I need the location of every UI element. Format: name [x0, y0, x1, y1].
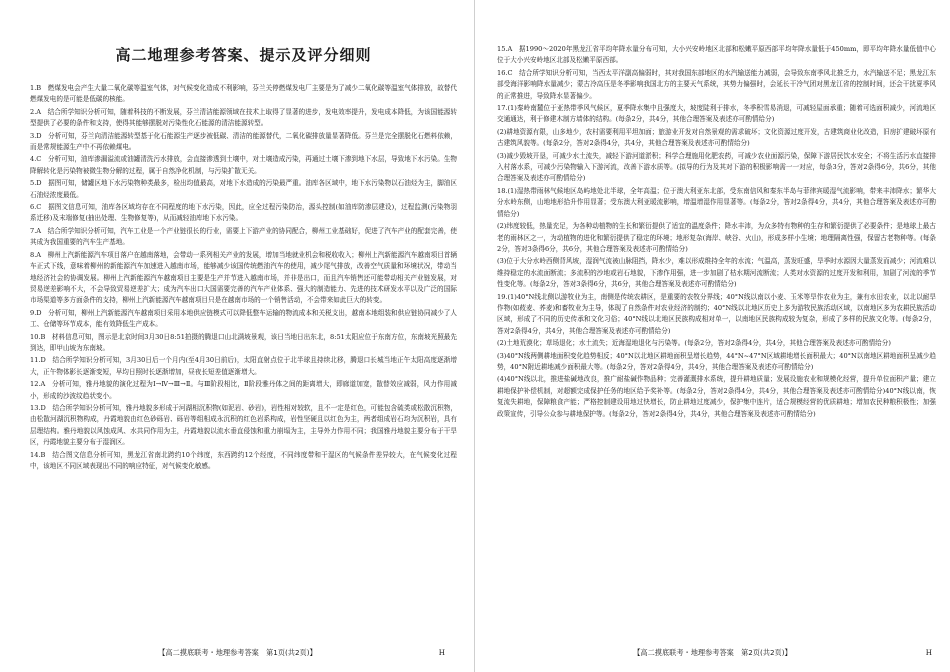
- answer-item: 14.B 结合图文信息分析可知，黑龙江省南北跨约10个纬度，东西跨约12个经度，不同纬度带和干湿区的气候条件差异较大，在气候变化过程中，该地区不同区域表现出不同的响应特征，对气候变化敏感。: [30, 450, 457, 470]
- answer-item: 7.A 结合所学知识分析可知，汽车工业是一个产业链很长的行业，需要上下游产业的协同配合，柳州工业基础好，促进了汽车产业的配套完善，使其成为我国重要的汽车生产基地。: [30, 226, 457, 247]
- answer-item: 13.D 结合所学知识分析可知，雅丹地貌多形成于河湖相沉积物(如泥岩、砂岩)，岩性相对较软，且不一定是红色，可能包含硫类或松散沉积物，由松散河湖沉积物构成，丹霞地貌由红色砂砾岩、砾岩等组相成永沉积的红色岩系构成，岩性坚硬且以红色为主，两者组成岩石均为沉积岩，具有层理结构。雅丹地貌以风蚀成风、水共同作用为主，丹霞地貌以流水垂直侵蚀和重力崩塌为主，主导外力作用不同；我国雅丹地貌主要分布于干旱区，丹霞地貌主要分布于湿润区。: [30, 403, 457, 447]
- page-footer-1: [0, 648, 475, 658]
- answer-item: 15.A 据1990～2020年黑龙江省平均年降水量分布可知，大小兴安岭地区北部和松嫩平原西部平均年降水量低于450mm，即平均年降水量低值中心位于大小兴安岭地区北部及松嫩平原西部。: [497, 45, 936, 65]
- page-footer-2: [475, 648, 950, 658]
- answer-item: 17.(1)秦岭南麓位于亚热带季风气候区，夏季降水集中且强度大，坡度陡利于排水，冬季积雪易消退，可减轻屋面承重；随着可选面积减少，河流地区交通通达，利于修建木制方墙体的结构。(每条2分，共4分，其他合理答案及表述亦可酌情给分): [497, 104, 936, 124]
- answer-item: 2.A 结合所学知识分析可知，随着科技的不断发展，芬兰清洁能源领域在技术上取得了显著的进步，发电效率提升，发电成本降低，为该国能源转型提供了必要的条件和支持，使得其能够摆脱对污染性化石能源的清洁能源转型。: [30, 107, 457, 128]
- answer-item: (3)减少毁坡开垦，可减少水土流失，减轻下游河道淤积；科学合理施用化肥农药，可减少农业面源污染，保障下游居民饮水安全；不将生活污水直接排入村落水系，可减少污染物输入下游河流，改善下游水质等。(拟导的行为及其对下游的积极影响需一一对应，每条3分，答对2条得6分，共6分，其他合理答案及表述亦可酌情给分): [497, 151, 936, 183]
- footer-page-label: 【高二摸底联考・地理参考答案 第1页(共2页)】: [158, 648, 317, 657]
- footer-version-letter: H: [438, 648, 445, 657]
- answer-item: 4.C 分析可知，油库渗漏溢流或油罐清洗污水排放，会直接渗透到土壤中，对土壤造成污染，再通过土壤下渗到地下水层，导致地下水污染。生物降解转化是污染物被微生物分解的过程，属于自然净化机制，与污染扩散无关。: [30, 155, 457, 175]
- answer-item: 19.(1)40°N线北侧以游牧业为主，南侧是传统农耕区，是重要的农牧分界线；40°N线以南以小麦、玉米等旱作农业为主，兼有水田农业，以北以耐旱作物(如莜麦、荞麦)和畜牧业为主导，体现了自然条件对农业经济的制约；40°N线以北地区历史上多为游牧民族活动区域，以南地区多为农耕民族活动区域，形成了不同的历史传承和文化习俗；40°N线以北地区民族构成相对单一，以南地区民族构成较为复杂，形成了多样的民族文化等。(每条2分，答对2条得4分，共4分，其他合理答案及表述亦可酌情给分): [497, 292, 936, 335]
- answer-item: 6.C 据图文信息可知，油库各区域均存在不同程度的地下水污染，因此，应全过程污染防治，源头控制(如油库防渗层建设)，过程监测(污染物羽系迁移)及末端修复(抽出处理、生物修复等)，从而减轻油库地下水污染。: [30, 203, 457, 223]
- answer-item: (3)位于大分水岭西侧背风坡，湿润气流被山脉阻挡，降水少，难以形成维持全年的水流；气温高，蒸发旺盛，旱季时水源因大量蒸发而减少；河流难以维持稳定的水流面断流；多流积的沙地或岩石地貌，下渗作用强，进一步加剧了枯水期河流断流；人类对水资源的过度开发和利用，加剧了河流的季节性变化等。(每条2分，答对3条得6分，共6分，其他合理答案及表述亦可酌情给分): [497, 257, 936, 289]
- answer-item: 10.B 材料信息可知，图示是北京时间3月30日8:51拍摄的腾退口山北满坡景观，该日当地日出东北，8:51太阳应位于东南方位，东南坡光照最先到达，即甲山坡为东南坡。: [30, 332, 457, 352]
- answer-item: (2)耕地资源有限，山多地少，农村需要利用平坦加面；旅游业开发对自然景观的需求破坏；文化资源过度开发，古建筑商业化改造，旧房扩建破坏原有古建筑风貌等。(每条2分，答对2条得4分，共4分，其他合理答案及表述亦可酌情给分): [497, 127, 936, 148]
- answer-item: (2)土地荒漠化；草场退化；水土流失；近海湿地退化与污染等。(每条2分，答对2条得4分，共4分，其他合理答案及表述亦可酌情给分): [497, 339, 891, 348]
- answer-item: 1.B 燃煤发电会产生大量二氧化碳等温室气体，对气候变化造成不利影响，芬兰关停燃煤发电厂主要是为了减少二氧化碳等温室气体排放，故替代燃煤发电的是可能是低碳的核能。: [30, 84, 457, 104]
- answer-item: 16.C 结合所学知识分析可知，当西太平洋副高偏弱时，其对我国东部地区的水汽输送能力减弱，会导致东南季风北推乏力，水汽输送不足；黑龙江东部受海洋影响降水量减少；蒙古冷高压是冬季影响我国北方的主要天气系统，其势力偏强时，会延长干冷气团对黑龙江省的控制时间，还会干扰夏季风的正常推进，导致降水显著偏少。: [497, 68, 936, 100]
- answer-item: 5.D 据图可知，储罐区地下水污染物种类最多，检出均值最高，对地下水造成的污染最严重。油库各区域中，地下水污染物以石油烃为主，脚油区石油烃浓度最低。: [30, 179, 457, 199]
- answer-item: 9.D 分析可知，柳州上汽新能源汽车越南项目采用本地供应链模式可以降低整车运输的物流成本和关税支出，越南本地组装和供应链协同减少了人工、仓储等环节成本，能有效降低生产成本。: [30, 308, 457, 329]
- answer-item: 12.A 分析可知，雅丹地貌的演化过程为Ⅰ→Ⅳ→Ⅲ→Ⅱ。与Ⅲ阶段相比，Ⅱ阶段雅丹体之间的距离增大，即廊道加宽，散替效应减弱，风力作用减小，形成的沙波纹趋状变小。: [30, 380, 457, 400]
- answer-item: 3.D 分析可知，芬兰向清洁能源转型基于化石能源生产逐步被低碳、清洁的能源替代，二氧化碳排放量显著降低。芬兰是完全摆脱化石燃料依赖，而是常规能源生产中不再依赖煤电。: [30, 131, 457, 152]
- answer-item: (2)纬度较低，热量充足，为各种动植物的生长和繁衍提供了适宜的温度条件；降水丰沛，为众多特有物种的生存和繁衍提供了必要条件；是地球上最古老的雨林区之一，为动植物的进化和繁衍提供了稳定的环境；地形复杂(海岸、峡谷、火山)，形成多样小生境；地理隔离性强，保留古老物种等。(每条2分，答对3条得6分，共6分，其他合理答案及表述亦可酌情给分): [497, 222, 936, 253]
- answer-item: 11.D 结合所学知识分析可知，3月30日后一个月内(至4月30日前后)，太阳直射点位于北半球且持续北移，腾退口长城当地正午太阳高度逐渐增大，正午物体影长逐渐变短，早均日照时长逐渐增加，昼夜长短差值逐渐增大。: [30, 356, 457, 376]
- answer-page-2: [475, 0, 950, 672]
- answer-item: 18.(1)湿热带雨林气候地区岛屿地处北半球，全年高温；位于澳大利亚东北部，受东南信风和秦东半岛与菲律宾暖湿气流影响，带来丰沛降水；繁华大分水岭东侧，山地地形拾升作用显著；受东澳大利亚暖流影响，增温增湿作用显著等。(每条2分，答对2条得4分，共4分，其他合理答案及表述亦可酌情给分): [497, 186, 936, 218]
- footer-page-label: 【高二摸底联考・地理参考答案 第2页(共2页)】: [633, 648, 792, 657]
- document-title: 高二地理参考答案、提示及评分细则: [115, 46, 372, 64]
- answer-list-page-2: [497, 44, 936, 420]
- answer-item: (4)40°N线以北，推进盐碱地改良，推广耐盐碱作物品种；完善灌溉排水系统，提升耕地质量；发展设施农业和规模化经营，提升单位面积产量；建立耕地保护补偿机制，对超额完成保护任务的地区给予奖补等。(每条2分，答对2条得4分，共4分，其他合理答案及表述亦可酌情给分)40°N线以南，恢复流失耕地，保障粮食产能；严格控制建设用地过快增长，防止耕地过度减少，保护集中连片，适合规模经营的优质耕地；增加农民种粮积极性；加强政策宣传，引导公众参与耕地保护等。(每条2分，答对2条得4分，共4分，其他合理答案及表述亦可酌情给分): [497, 375, 936, 418]
- footer-version-letter: H: [925, 648, 932, 657]
- answer-item: 8.A 柳州上汽新能源汽车项目落户在越南落地，会带动一系列相关产业的发展，增加当地就业机会和税收收入；柳州上汽新能源汽车越南项目首辆车正式下线，意味着柳州的新能源汽车加速进入越南市场，能够减少该国传统燃油汽车的使用，减少尾气排放，改善空气质量和环境状况，带动当地经济社会的协调发展。柳州上汽新能源汽车越南项目主要是生产并节进入越南市场，并非是出口，而且汽车销售还可能带动相关产业链发展，对贸易逆差影响不大，不会导致贸易逆差扩大；成为汽车出口大国需要完善的汽车产业体系、强大的制造能力、先进的技术研发水平以及广泛的国际市场渠道等多方面条件的支持，柳州上汽新能源汽车越南项目只是在越南市场的一个销售活动，不会带来如此巨大的转变。: [30, 250, 457, 305]
- answer-list-page-1: [30, 83, 457, 472]
- answer-item: (3)40°N线两侧耕地面积变化趋势相反；40°N以北地区耕地面积呈增长趋势，44°N~47°N区域耕地增长面积最大；40°N以南地区耕地面积呈减少趋势，40°N附近耕地减少面积最大等。(每条2分，答对2条得4分，共4分，其他合理答案及表述亦可酌情给分): [497, 351, 936, 371]
